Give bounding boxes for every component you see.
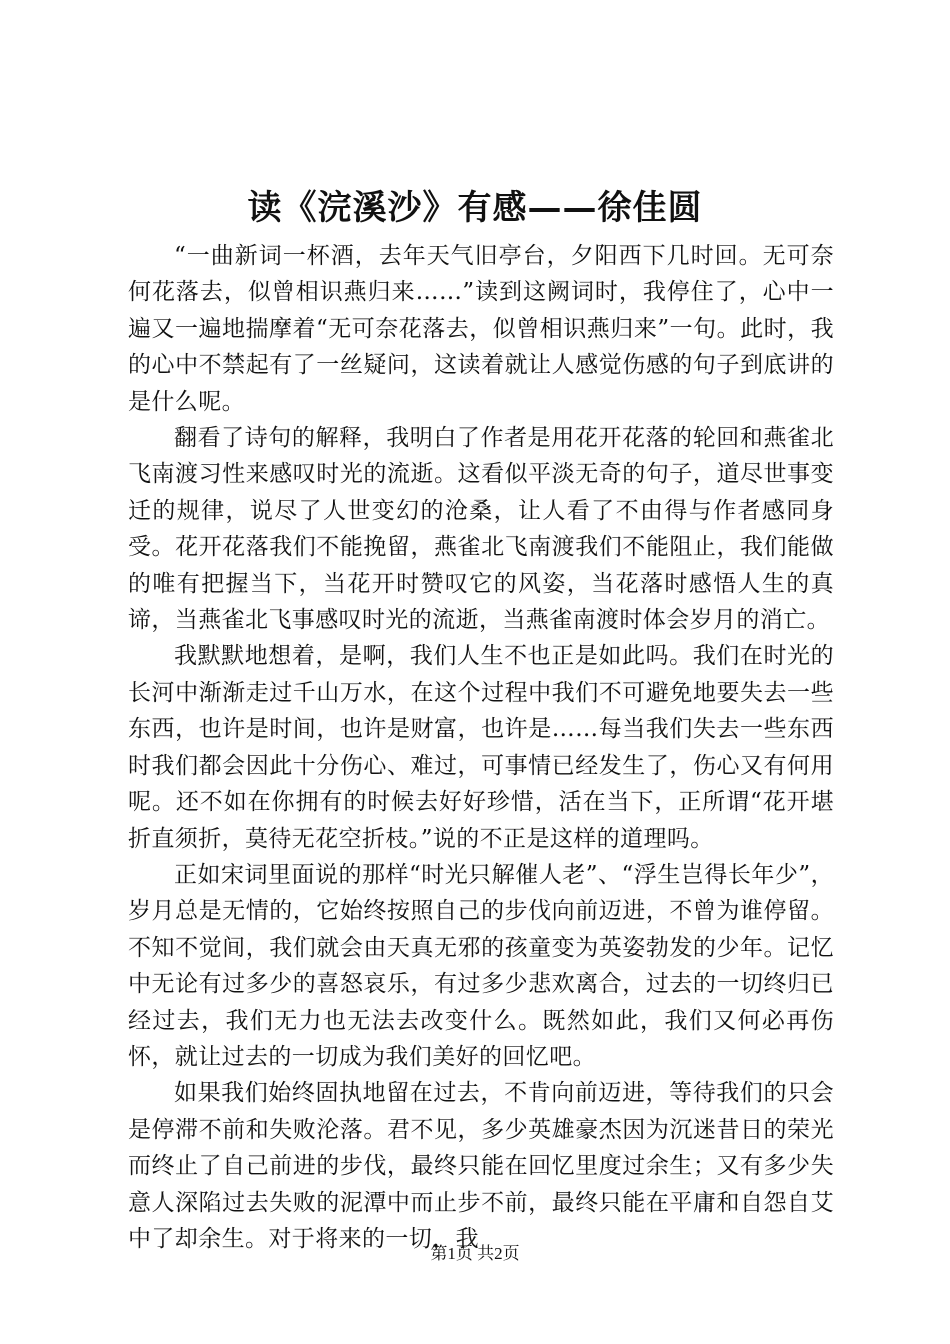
paragraph-1: “一曲新词一杯酒，去年天气旧亭台，夕阳西下几时回。无可奈何花落去，似曾相识燕归来……”读到这阙词时，我停住了，心中一遍又一遍地揣摩着“无可奈花落去，似曾相识燕归来”一句。此时，我的心中不禁起有了一丝疑问，这读着就让人感觉伤感的句子到底讲的是什么呢。 [128,243,834,415]
page-footer: 第1页 共2页 [430,1244,520,1263]
document-title: 读《浣溪沙》有感——徐佳圆 [247,188,703,228]
document-body [128,238,834,1257]
paragraph-3: 我默默地想着，是啊，我们人生不也正是如此吗。我们在时光的长河中渐渐走过千山万水，在这个过程中我们不可避免地要失去一些东西，也许是时间，也许是财富，也许是……每当我们失去一些东西时我们都会因此十分伤心、难过，可事情已经发生了，伤心又有何用呢。还不如在你拥有的时候去好好珍惜，活在当下，正所谓“花开堪折直须折，莫待无花空折枝。”说的不正是这样的道理吗。 [128,643,834,852]
paragraph-4: 正如宋词里面说的那样“时光只解催人老”、“浮生岂得长年少”，岁月总是无情的，它始终按照自己的步伐向前迈进，不曾为谁停留。不知不觉间，我们就会由天真无邪的孩童变为英姿勃发的少年。记忆中无论有过多少的喜怒哀乐，有过多少悲欢离合，过去的一切终归已经过去，我们无力也无法去改变什么。既然如此，我们又何必再伤怀，就让过去的一切成为我们美好的回忆吧。 [128,861,834,1070]
paragraph-5: 如果我们始终固执地留在过去，不肯向前迈进，等待我们的只会是停滞不前和失败沦落。君不见，多少英雄豪杰因为沉迷昔日的荣光而终止了自己前进的步伐，最终只能在回忆里度过余生；又有多少失意人深陷过去失败的泥潭中而止步不前，最终只能在平庸和自怨自艾中了却余生。对于将来的一切，我 [128,1080,834,1252]
paragraph-2: 翻看了诗句的解释，我明白了作者是用花开花落的轮回和燕雀北飞南渡习性来感叹时光的流逝。这看似平淡无奇的句子，道尽世事变迁的规律，说尽了人世变幻的沧桑，让人看了不由得与作者感同身受。花开花落我们不能挽留，燕雀北飞南渡我们不能阻止，我们能做的唯有把握当下，当花开时赞叹它的风姿，当花落时感悟人生的真谛，当燕雀北飞事感叹时光的流逝，当燕雀南渡时体会岁月的消亡。 [128,425,834,634]
